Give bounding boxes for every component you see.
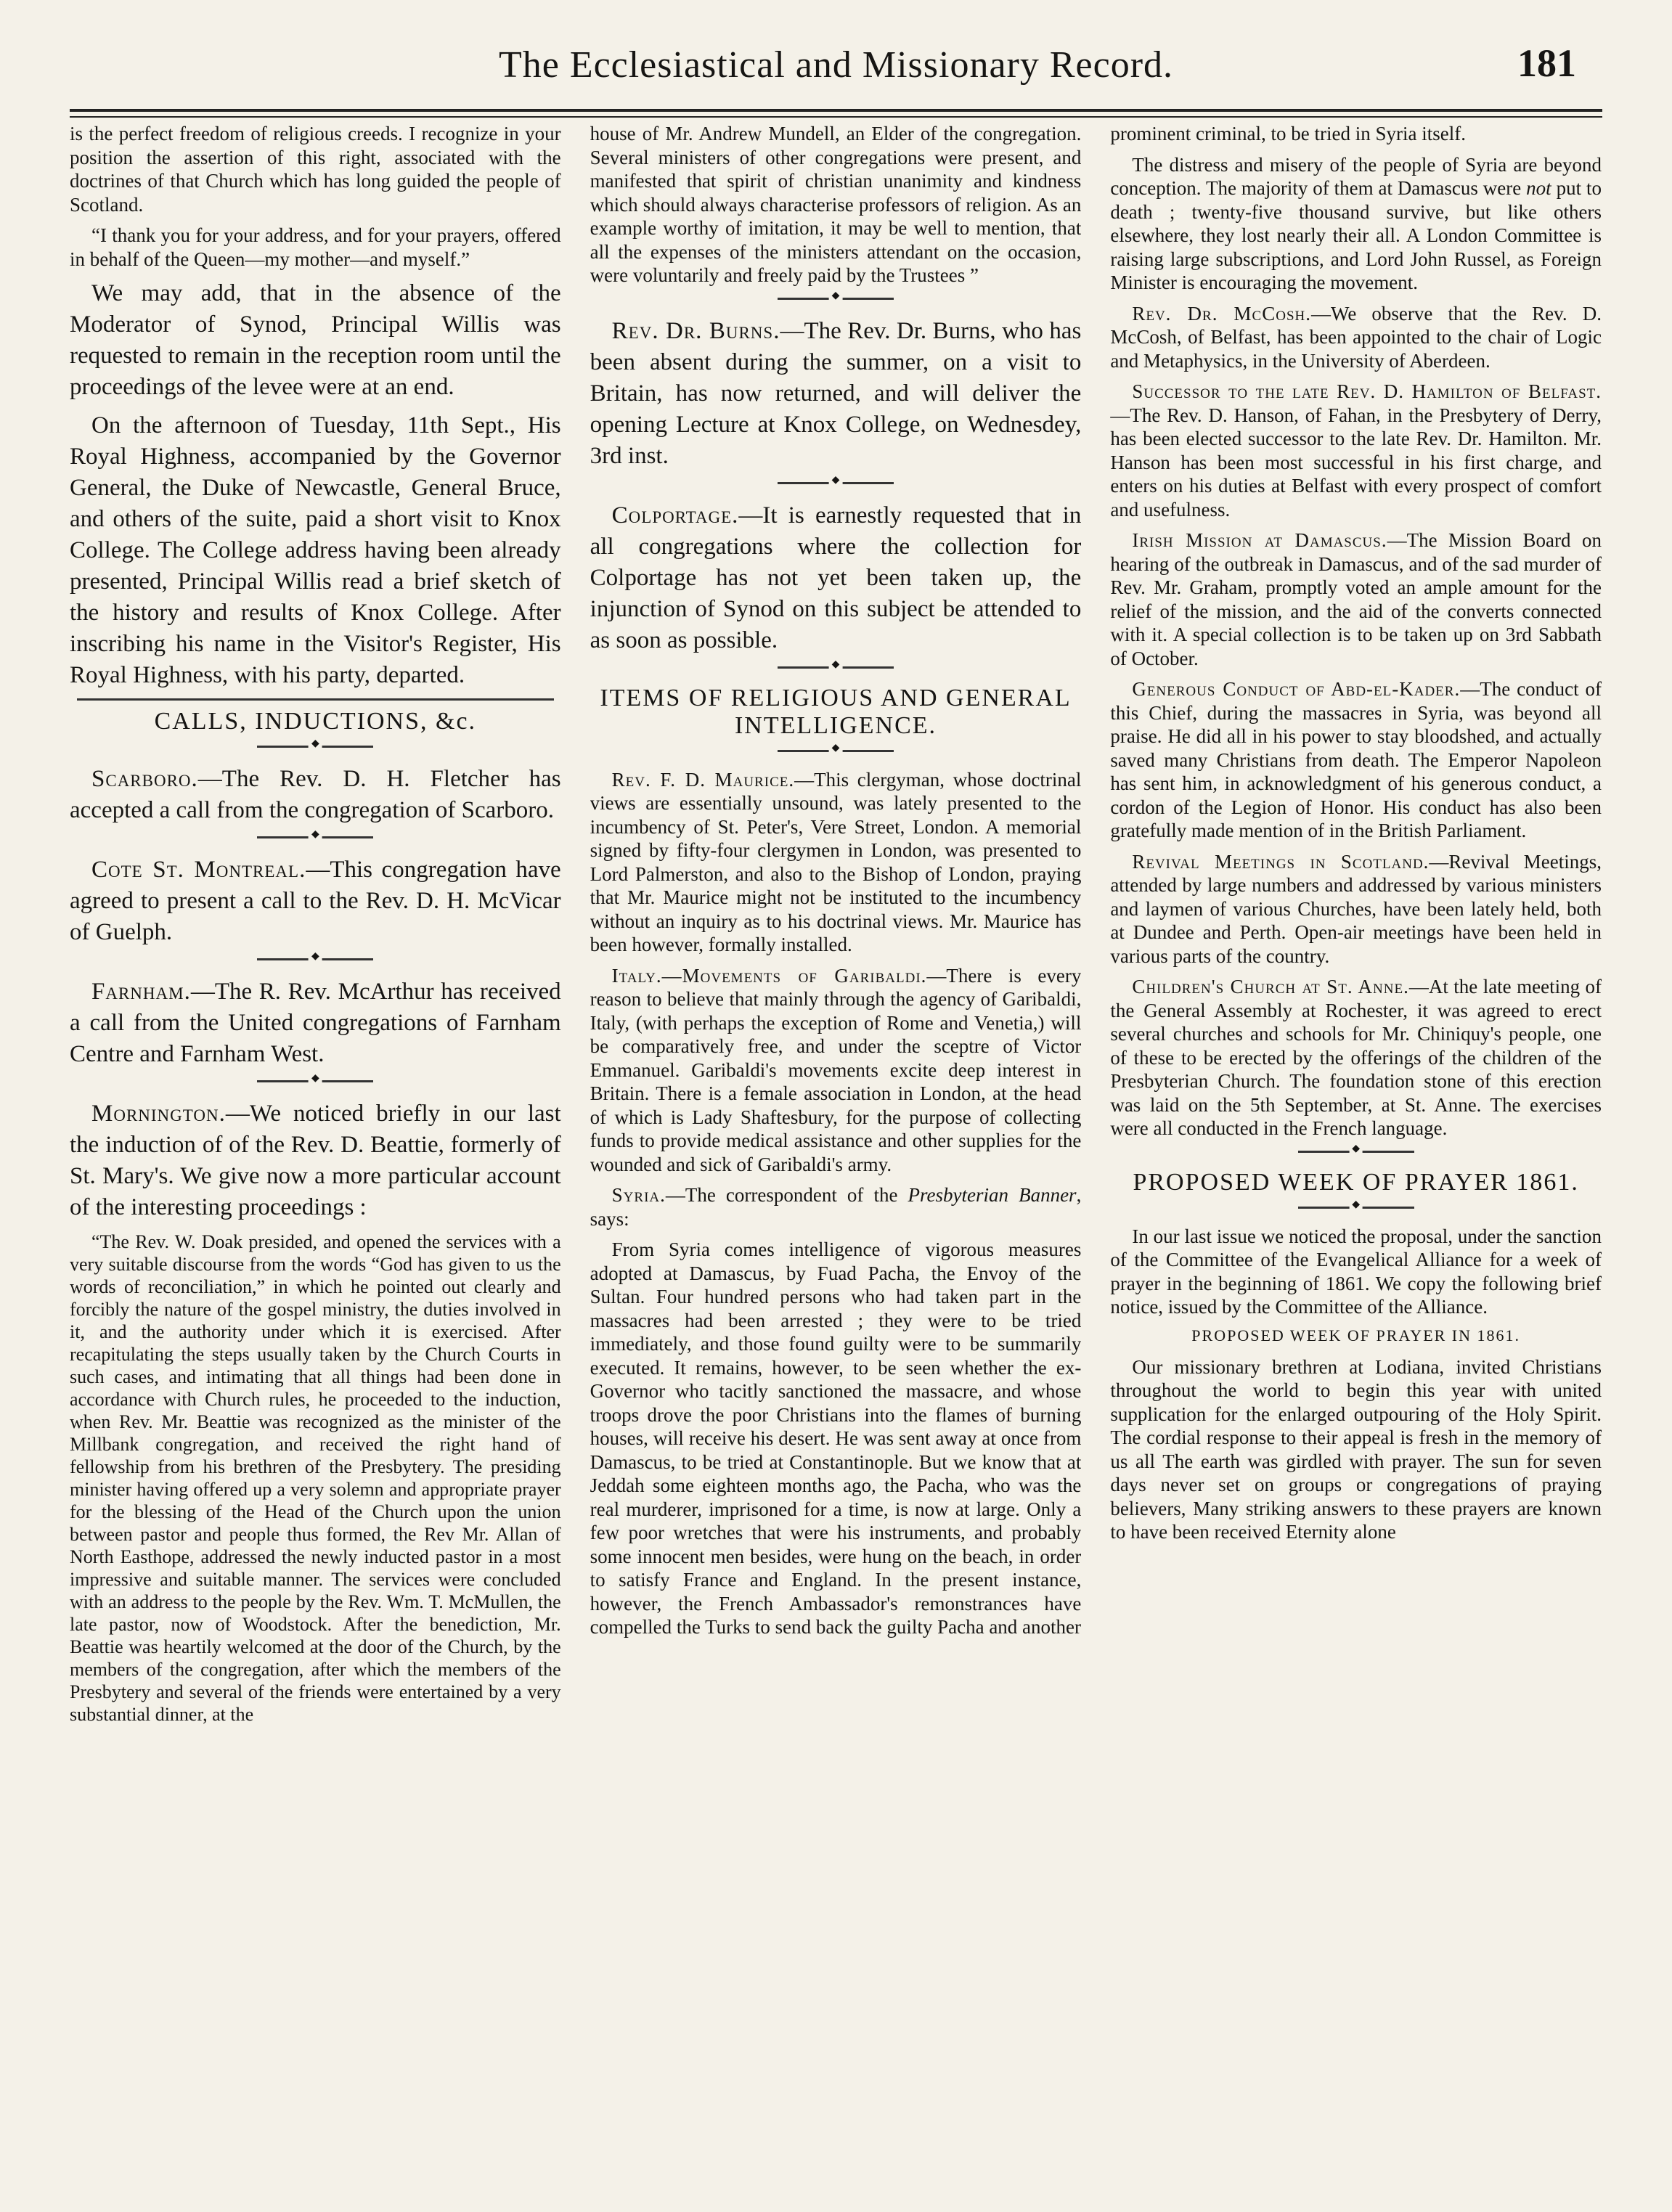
paragraph: Our missionary brethren at Lodiana, invited Christians throughout the world to begin this year with united supplication for the enlarged outpouring of the Holy Spirit. The cordial response to their appeal is fresh in the memory of us all The earth was girdled with prayer. The sun for seven days never set on groups or congregations of praying believers, Many striking answers to these prayers are known to have been received Eternity alone [1110,1355,1602,1543]
notice-st-anne [1110,975,1602,1140]
header-rule-thin [70,116,1602,118]
paragraph: is the perfect freedom of religious creeds. I recognize in your position the assertion of this right, associated with the doctrines of that Church which has long guided the people of Scotland. [70,123,561,216]
notice-head: Rev. Dr. Burns. [611,317,780,344]
notice-revival [1110,850,1602,968]
notice-head: Revival Meetings in Scotland. [1132,850,1430,873]
notice-text: —The Rev. D. H. Fletcher has accepted a call from the congregation of Scarboro. [70,766,561,823]
notice-head: Colportage. [611,502,739,528]
notice-head: Cote St. Montreal. [91,857,306,883]
notice-text: —At the late meeting of the General Assembly at Rochester, it was agreed to erect several churches and schools for Mr. Chiniquy's people, one of these to be erected by the offerings of the children of the Presbyterian Church. The foundation stone of this erection was laid on the 5th September, at St. Anne. The exercises were all conducted in the French language. [1110,976,1602,1139]
page-header [70,28,1602,97]
newspaper-title: Presbyterian Banner [908,1184,1077,1206]
page-number: 181 [1517,41,1576,85]
divider [1298,1151,1414,1153]
notice-head: Irish Mission at Damascus. [1132,529,1387,551]
paragraph: In our last issue we noticed the proposal, under the sanction of the Committee of the Evangelical Alliance for a week of prayer in the beginning of 1861. We copy the following brief notice, issued by the Committee of the Alliance. [1110,1225,1602,1318]
paragraph: From Syria comes intelligence of vigorous measures adopted at Damascus, by Fuad Pacha, the Envoy of the Sultan. Four hundred persons who had taken part in the massacres had been arrested ; they were to be tried immediately, and those found guilty were to be summarily executed. It remains, however, to be seen whether the ex-Governor who tacitly sanctioned the massacre, and whose troops drove the poor Christians into the flames of burning houses, will receive his desert. He was sent away at once from Damascus, to be tried at Constantinople. But we know that at Jeddah some eighteen months ago, the Pacha, who was the real murderer, imprisoned for a time, is now at large. Only a few poor wretches that were his instruments, and probably some innocent men besides, were hung on the beach, in order to satisfy France and England. In the present instance, however, the French Ambassador's remonstrances have compelled the Turks to send back the guilty Pacha and another [590,1238,1082,1638]
notice-italy [590,964,1082,1177]
notice-head: Mornington. [91,1101,226,1127]
column-1 [70,122,561,2155]
notice-text: —We observe that the Rev. D. McCosh, of Belfast, has been appointed to the chair of Logic and Metaphysics, in the University of Aberdeen. [1110,302,1602,372]
divider [257,746,373,748]
notice-mccosh [1110,302,1602,373]
text: put to death ; twenty-five thousand survive, but like others elsewhere, they lost nearly their all. A London Committee is raising large subscriptions, and Lord John Russel, as Foreign Minister is encouraging the movement. [1110,177,1602,293]
notice-head: Syria. [611,1184,666,1206]
notice-abd-el-kader [1110,677,1602,843]
notice-maurice [590,768,1082,957]
notice-head: Farnham. [91,979,191,1005]
notice-head: Generous Conduct of Abd-el-Kader. [1132,678,1461,700]
divider [778,482,894,484]
divider [778,298,894,300]
notice-text: —There is every reason to believe that mainly through the agency of Garibaldi, Italy, (with perhaps the exception of Rome and Venetia,) will be comparatively free, and under the sceptre of Victor Emmanuel. Garibaldi's movements excite deep interest in Britain. There is a female association in London, at the head of which is Lady Shaftesbury, for the purpose of collecting funds to provide medical assistance and other supplies for the wounded and sick of Garibaldi's army. [590,964,1082,1175]
paragraph: We may add, that in the absence of the Moderator of Synod, Principal Willis was requested to remain in the reception room until the proceedings of the levee were at an end. [70,280,561,400]
section-title-prayer: PROPOSED WEEK OF PRAYER 1861. [1133,1168,1579,1196]
notice-text: —It is earnestly requested that in all congregations where the collection for Colportage has not yet been taken up, the injunction of Synod on this subject be attended to as soon as possible. [590,502,1082,653]
notice-text: —The conduct of this Chief, during the massacres in Syria, was beyond all praise. He did all in his power to stay bloodshed, and actually saved many Christians from death. The Emperor Napoleon has sent him, in acknowledgment of his generous conduct, a cordon of the Legion of Honor. His conduct has also been gratefully made mention of in the British Parliament. [1110,678,1602,841]
paragraph: On the afternoon of Tuesday, 11th Sept., His Royal Highness, accompanied by the Governor General, the Duke of Newcastle, General Bruce, and others of the suite, paid a short visit to Knox College. The College address having been already presented, Principal Willis read a brief sketch of the history and results of Knox College. After inscribing his name in the Visitor's Register, His Royal Highness, with his party, departed. [70,412,561,688]
notice-text: —The correspondent of the [665,1184,908,1206]
notice-cote [70,854,561,948]
column-3 [1110,122,1602,2155]
divider [778,666,894,669]
notice-text: —We noticed briefly in our last the induction of of the Rev. D. Beattie, formerly of St. Mary's. We give now a more particular account of the interesting proceedings : [70,1101,561,1220]
notice-head: Rev. Dr. McCosh. [1132,302,1311,325]
section-title-calls: CALLS, INDUCTIONS, &c. [154,708,477,735]
paragraph: prominent criminal, to be tried in Syria itself. [1110,123,1466,144]
notice-text: —The Rev. Dr. Burns, who has been absent during the summer, on a visit to Britain, has now returned, and will deliver the opening Lecture at Knox College, on Wednesdey, 3rd inst. [590,317,1082,469]
notice-text: —The Mission Board on hearing of the outbreak in Damascus, and of the sad murder of Rev. Mr. Graham, promptly voted an ample amount for the relief of the mission, and the aid of the converts connected with it. A special collection is to be taken up on 3rd Sabbath of October. [1110,529,1602,669]
divider [778,750,894,752]
article-columns [70,122,1602,2155]
divider [1298,1207,1414,1209]
paragraph: “I thank you for your address, and for your prayers, offered in behalf of the Queen—my mother—and myself.” [70,224,561,270]
notice-colportage [590,500,1082,656]
quoted-account: “The Rev. W. Doak presided, and opened the services with a very suitable discourse from the words “God has given to us the words of reconciliation,” in which he pointed out clearly and forcibly the nature of the gospel ministry, the duties involved in it, and the authority under which it is exercised. After recapitulating the steps usually taken by the Church Courts in such cases, and intimating that all things had been done in accordance with Church rules, he proceeded to the induction, when Rev. Mr. Beattie was recognized as the minister of the Millbank congregation, and received the right hand of fellowship from his brethren of the Presbytery. The presiding minister having offered up a very solemn and appropriate prayer for the blessing of the Head of the Church upon the union between pastor and people thus formed, the Rev Mr. Allan of North Easthope, addressed the newly inducted pastor in a most impressive and suitable manner. The services were concluded with an address to the people by the Rev. Wm. T. McMullen, the late pastor, now of Woodstock. After the benediction, Mr. Beattie was heartily welcomed at the door of the Church, by the members of the congregation, after which the members of the Presbytery and several of the friends were entertained by a very substantial dinner, at the [70,1231,561,1725]
column-2 [590,122,1082,2155]
paragraph [1110,153,1602,295]
section-rule [77,698,554,701]
notice-hamilton [1110,380,1602,521]
notice-text: —This congregation have agreed to present a call to the Rev. D. H. McVicar of Guelph. [70,857,561,945]
notice-syria [590,1183,1082,1231]
header-rule [70,109,1602,112]
notice-head: Italy.—Movements of Garibaldi. [611,964,927,987]
running-title: The Ecclesiastical and Missionary Record. [498,44,1174,86]
emphasis: not [1526,177,1551,199]
notice-mornington [70,1098,561,1223]
notice-head: Scarboro. [91,766,198,792]
notice-farnham [70,976,561,1070]
divider [257,836,373,838]
sub-title-prayer: PROPOSED WEEK OF PRAYER IN 1861. [1191,1326,1521,1344]
notice-head: Rev. F. D. Maurice. [611,768,795,791]
notice-text: —The R. Rev. McArthur has received a call from the United congregations of Farnham Centre and Farnham West. [70,979,561,1067]
notice-scarboro [70,764,561,826]
divider [257,1080,373,1082]
text: The distress and misery of the people of Syria are beyond conception. The majority of them at Damascus were [1110,153,1602,199]
paragraph: house of Mr. Andrew Mundell, an Elder of the congregation. Several ministers of other congregations were present, and manifested that spirit of christian unanimity and kindness which should always characterise professors of religion. As an example worthy of imitation, it may be well to mention, that all the expenses of the ministers attendant on the occasion, were voluntarily and freely paid by the Trustees ” [590,123,1082,286]
notice-irish-mission [1110,528,1602,670]
section-title-items: ITEMS OF RELIGIOUS AND GENERAL INTELLIGENCE. [600,684,1072,739]
notice-text: , says: [590,1184,1082,1230]
notice-text: —The Rev. D. Hanson, of Fahan, in the Presbytery of Derry, has been elected successor to the late Rev. Dr. Hamilton. Mr. Hanson has been most successful in his first charge, and enters on his duties at Belfast with every prospect of comfort and usefulness. [1110,404,1602,521]
notice-burns [590,316,1082,472]
notice-text: —Revival Meetings, attended by large numbers and addressed by various ministers and laymen of various Churches, have been lately held, both at Dundee and Perth. Open-air meetings have been held in various parts of the country. [1110,850,1602,967]
notice-head: Successor to the late Rev. D. Hamilton of Belfast. [1132,380,1602,402]
divider [257,958,373,960]
notice-text: —This clergyman, whose doctrinal views are essentially unsound, was lately presented to the incumbency of St. Peter's, Vere Street, London. A memorial signed by fifty-four clergymen in London, was presented to Lord Palmerston, and also to the Bishop of London, praying that Mr. Maurice might not be instituted to the incumbency without an inquiry as to his doctrinal views. Mr. Maurice has been however, formally installed. [590,768,1082,955]
notice-head: Children's Church at St. Anne. [1132,976,1409,997]
